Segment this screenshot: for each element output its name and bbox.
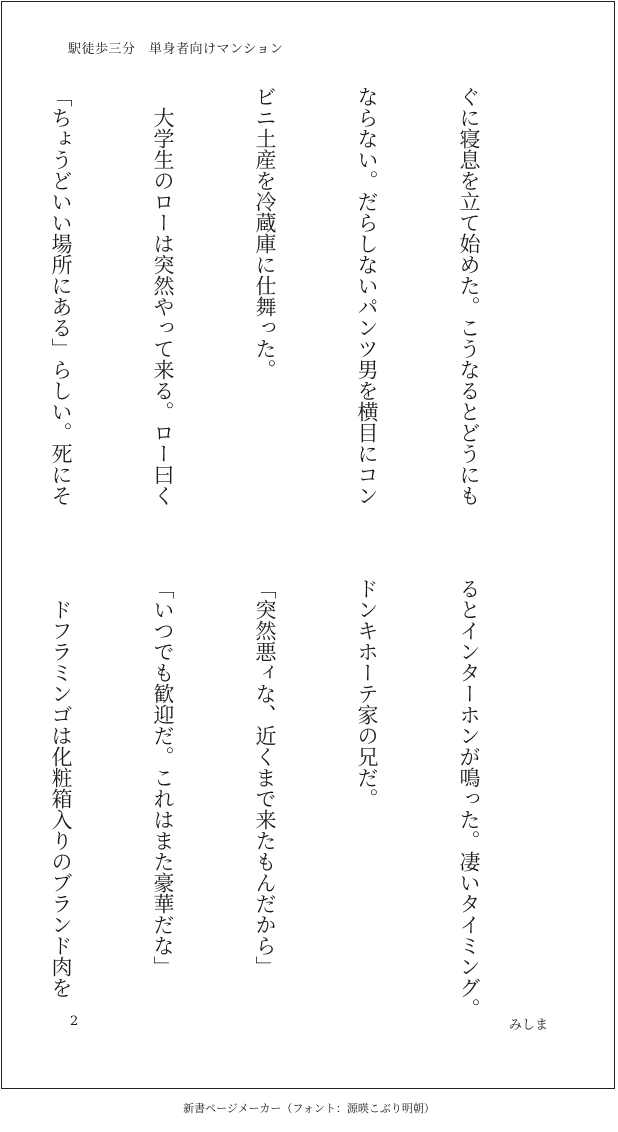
text-column: ぐに寝息を立て始めた。こうなるとどうにも xyxy=(457,86,481,506)
text-block-upper xyxy=(0,86,554,536)
book-page xyxy=(1,1,615,1089)
text-column: 「いつでも歓迎だ。これはまた豪華だな」 xyxy=(151,578,175,977)
text-column: 「ちょうどいい場所にある」らしい。死にそ xyxy=(49,86,73,506)
text-column: るとインターホンが鳴った。凄いタイミング。 xyxy=(457,578,481,1019)
text-column: ドフラミンゴは化粧箱入りのブランド肉を xyxy=(49,578,73,998)
running-header-title: 駅徒歩三分 単身者向けマンション xyxy=(68,42,284,57)
text-column: ならない。だらしないパンツ男を横目にコン xyxy=(355,86,379,506)
text-column: 大学生のローは突然やって来る。ロー曰く xyxy=(151,86,175,506)
text-column: ドンキホーテ家の兄だ。 xyxy=(355,578,379,809)
text-column: ビニ土産を冷蔵庫に仕舞った。 xyxy=(253,86,277,380)
text-block-lower xyxy=(0,578,554,1018)
generator-credit: 新書ページメーカー（フォント：源暎こぶり明朝） xyxy=(183,1102,435,1115)
page-number: 2 xyxy=(70,1014,79,1029)
text-column: 「突然悪ィな、近くまで来たもんだから」 xyxy=(253,578,277,977)
author-name: みしま xyxy=(508,1018,548,1033)
